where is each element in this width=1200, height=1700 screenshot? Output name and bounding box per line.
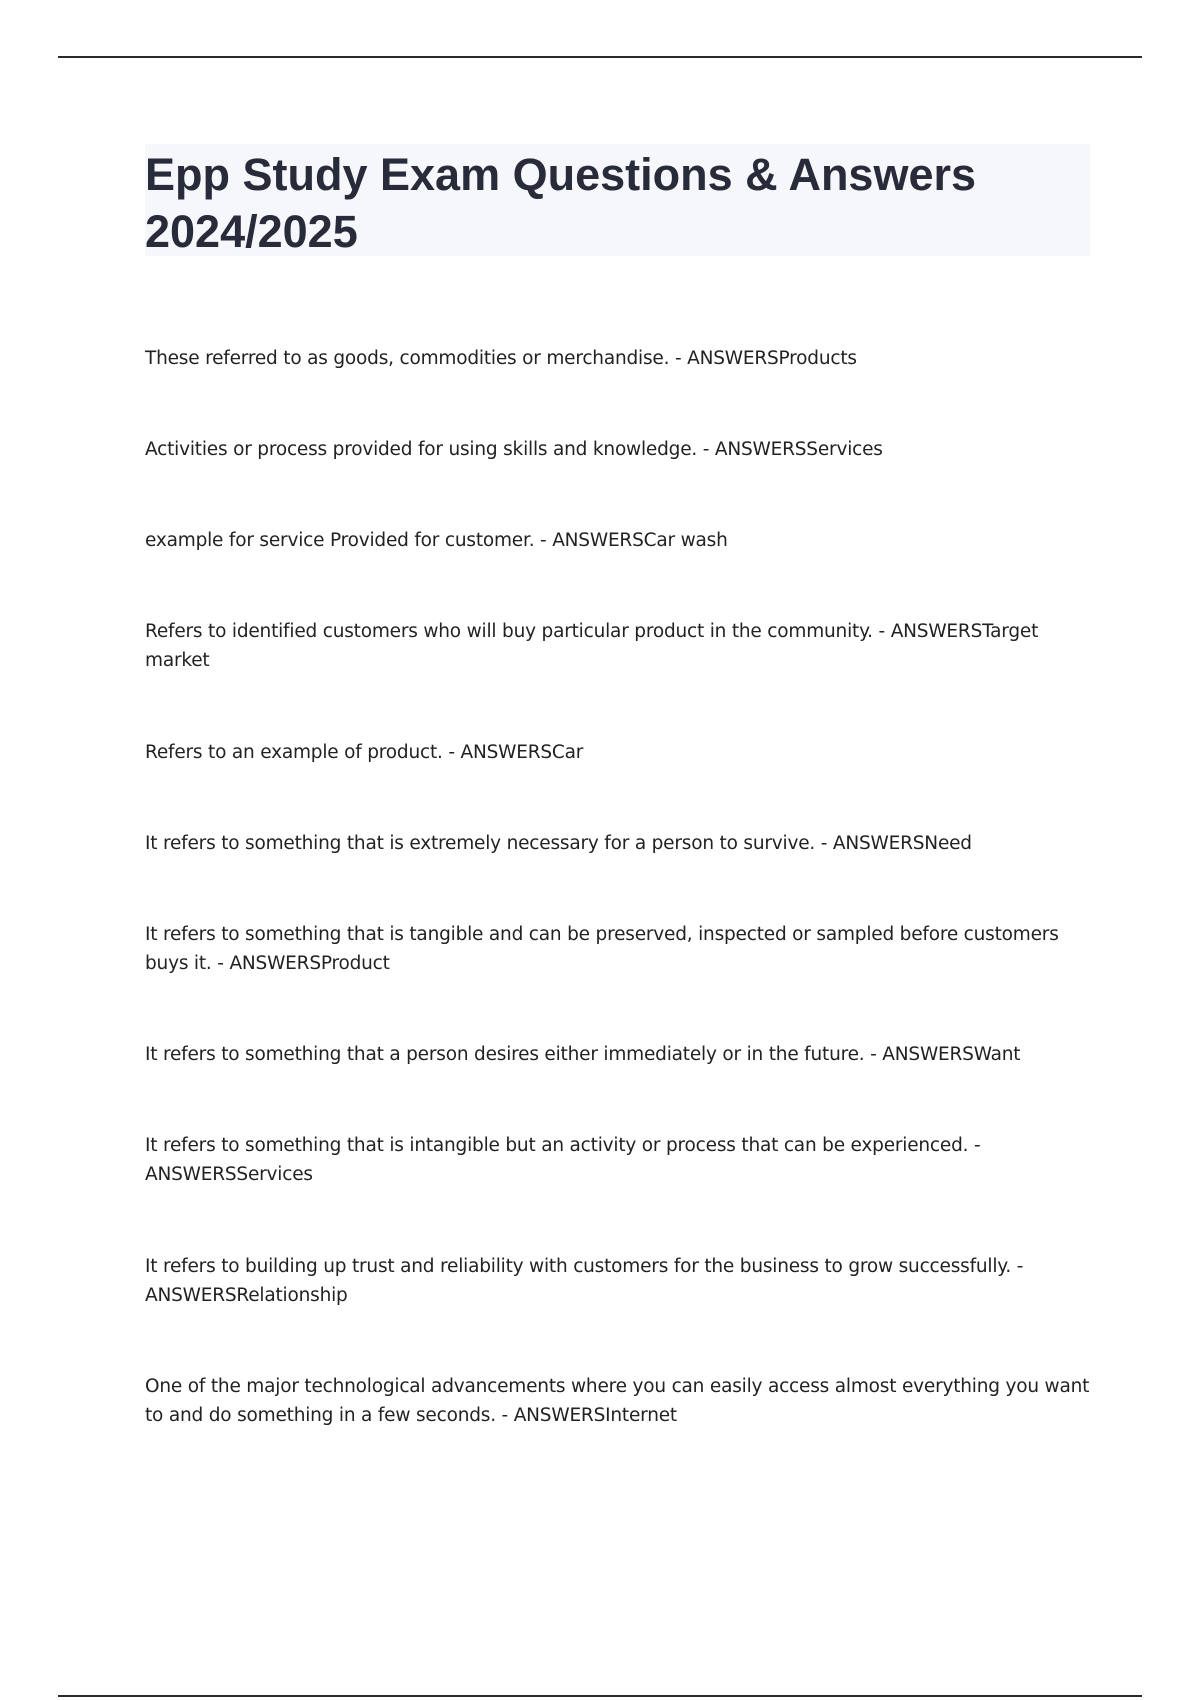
footer-rule <box>58 1695 1142 1697</box>
header-rule <box>58 56 1142 58</box>
qa-item-2: Activities or process provided for using skills and knowledge. - ANSWERSServices <box>145 439 883 460</box>
qa-item-7: It refers to something that is tangible and can be preserved, inspected or sampled before customers buys it. - ANSWERSProduct <box>145 924 1059 974</box>
document-title <box>145 144 1090 260</box>
qa-item-8: It refers to something that a person desires either immediately or in the future. - ANSWERSWant <box>145 1044 1021 1065</box>
qa-item-5: Refers to an example of product. - ANSWERSCar <box>145 742 584 763</box>
title-line-2: 2024/2025 <box>145 206 358 257</box>
title-line-1: Epp Study Exam Questions & Answers <box>145 149 977 200</box>
qa-item-3: example for service Provided for customer. - ANSWERSCar wash <box>145 530 728 551</box>
qa-item-9: It refers to something that is intangible but an activity or process that can be experienced. - ANSWERSServices <box>145 1135 981 1185</box>
qa-item-1: These referred to as goods, commodities or merchandise. - ANSWERSProducts <box>145 348 857 369</box>
qa-item-11: One of the major technological advancements where you can easily access almost everything you want to and do something in a few seconds. - ANSWERSInternet <box>145 1376 1090 1426</box>
title-block <box>145 144 1090 256</box>
qa-item-6: It refers to something that is extremely necessary for a person to survive. - ANSWERSNeed <box>145 833 972 854</box>
qa-item-10: It refers to building up trust and reliability with customers for the business to grow successfully. - ANSWERSRelationship <box>145 1256 1024 1306</box>
qa-item-4: Refers to identified customers who will buy particular product in the community. - ANSWERSTarget market <box>145 621 1039 671</box>
